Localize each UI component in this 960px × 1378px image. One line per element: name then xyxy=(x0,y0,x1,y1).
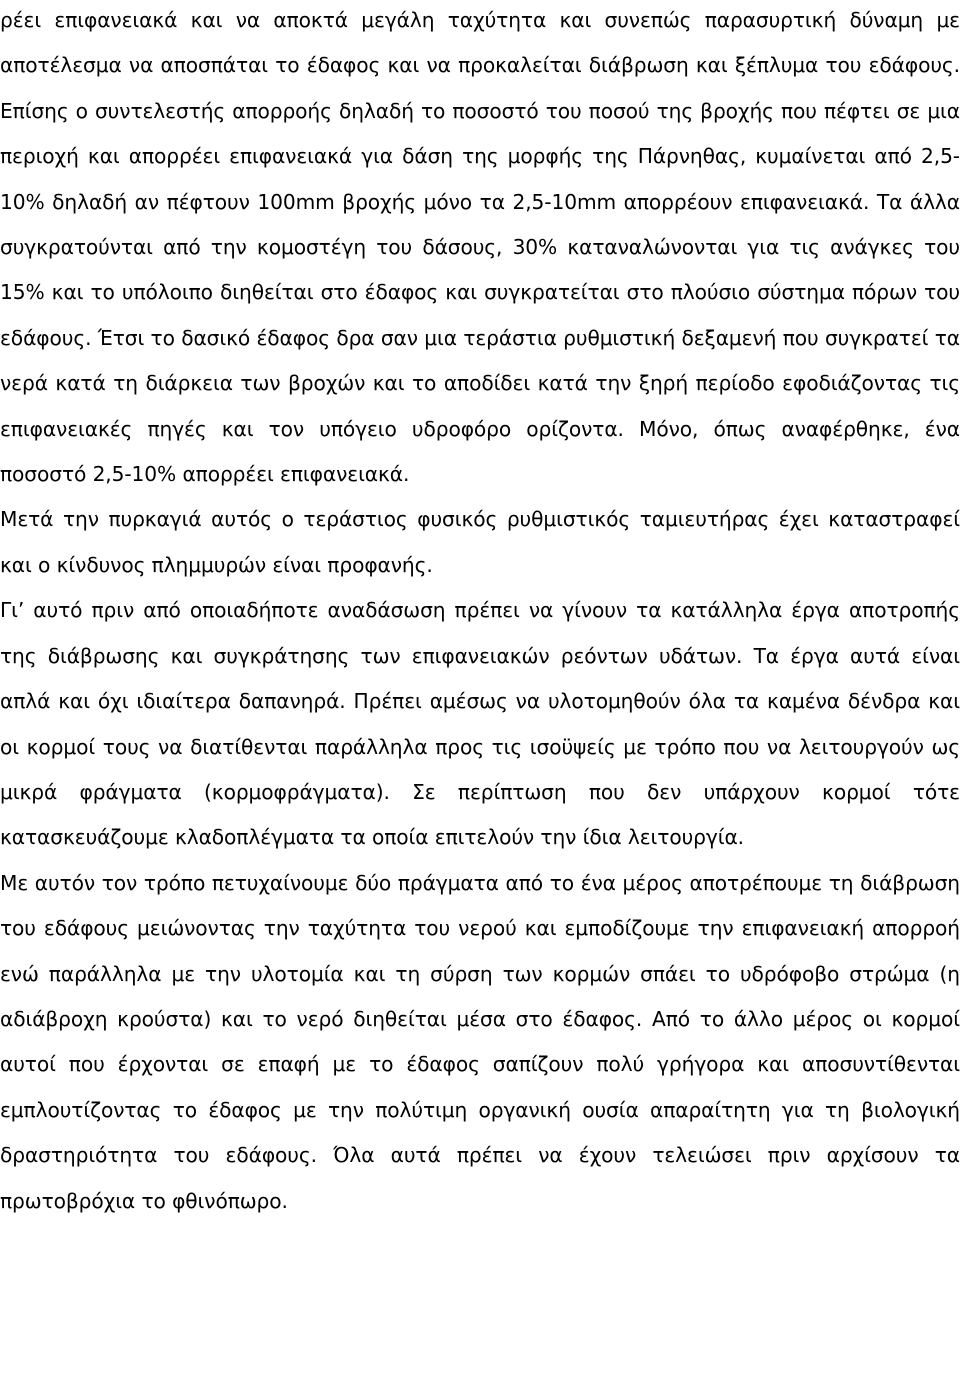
paragraph-runoff: ρέει επιφανειακά και να αποκτά μεγάλη ταχύτητα και συνεπώς παρασυρτική δύναμη με αποτέλεσμα να αποσπάται το έδαφος και να προκαλείται διάβρωση και ξέπλυμα του εδάφους. Επίσης ο συντελεστής απορροής δηλαδή το ποσοστό του ποσού της βροχής που πέφτει σε μια περιοχή και απορρέει επιφανειακά για δάση της μορφής της Πάρνηθας, κυμαίνεται από 2,5-10% δηλαδή αν πέφτουν 100mm βροχής μόνο τα 2,5-10mm απορρέουν επιφανειακά. Τα άλλα συγκρατούνται από την κομοστέγη του δάσους, 30% καταναλώνονται για τις ανάγκες του 15% και το υπόλοιπο διηθείται στο έδαφος και συγκρατείται στο πλούσιο σύστημα πόρων του εδάφους. Έτσι το δασικό έδαφος δρα σαν μια τεράστια ρυθμιστική δεξαμενή που συγκρατεί τα νερά κατά τη διάρκεια των βροχών και το αποδίδει κατά την ξηρή περίοδο εφοδιάζοντας τις επιφανειακές πηγές και τον υπόγειο υδροφόρο ορίζοντα. Μόνο, όπως αναφέρθηκε, ένα ποσοστό 2,5-10% απορρέει επιφανειακά. xyxy=(0,8,960,487)
paragraph-erosion-works: Γι’ αυτό πριν από οποιαδήποτε αναδάσωση πρέπει να γίνουν τα κατάλληλα έργα αποτροπής της διάβρωσης και συγκράτησης των επιφανειακών ρεόντων υδάτων. Τα έργα αυτά είναι απλά και όχι ιδιαίτερα δαπανηρά. Πρέπει αμέσως να υλοτομηθούν όλα τα καμένα δένδρα και οι κορμοί τους να διατίθενται παράλληλα προς τις ισοϋψείς με τρόπο που να λειτουργούν ως μικρά φράγματα (κορμοφράγματα). Σε περίπτωση που δεν υπάρχουν κορμοί τότε κατασκευάζουμε κλαδοπλέγματα τα οποία επιτελούν την ίδια λειτουργία. xyxy=(0,598,960,850)
paragraph-benefits: Με αυτόν τον τρόπο πετυχαίνουμε δύο πράγματα από το ένα μέρος αποτρέπουμε τη διάβρωση του εδάφους μειώνοντας την ταχύτητα του νερού και εμποδίζουμε την επιφανειακή απορροή ενώ παράλληλα με την υλοτομία και τη σύρση των κορμών σπάει το υδρόφοβο στρώμα (η αδιάβροχη κρούστα) και το νερό διηθείται μέσα στο έδαφος. Από το άλλο μέρος οι κορμοί αυτοί που έρχονται σε επαφή με το έδαφος σαπίζουν πολύ γρήγορα και αποσυντίθενται εμπλουτίζοντας το έδαφος με την πολύτιμη οργανική ουσία απαραίτητη για τη βιολογική δραστηριότητα του εδάφους. Όλα αυτά πρέπει να έχουν τελειώσει πριν αρχίσουν τα πρωτοβρόχια το φθινόπωρο. xyxy=(0,870,960,1213)
paragraph-after-fire: Μετά την πυρκαγιά αυτός ο τεράστιος φυσικός ρυθμιστικός ταμιευτήρας έχει καταστραφεί και ο κίνδυνος πλημμυρών είναι προφανής. xyxy=(0,507,960,577)
